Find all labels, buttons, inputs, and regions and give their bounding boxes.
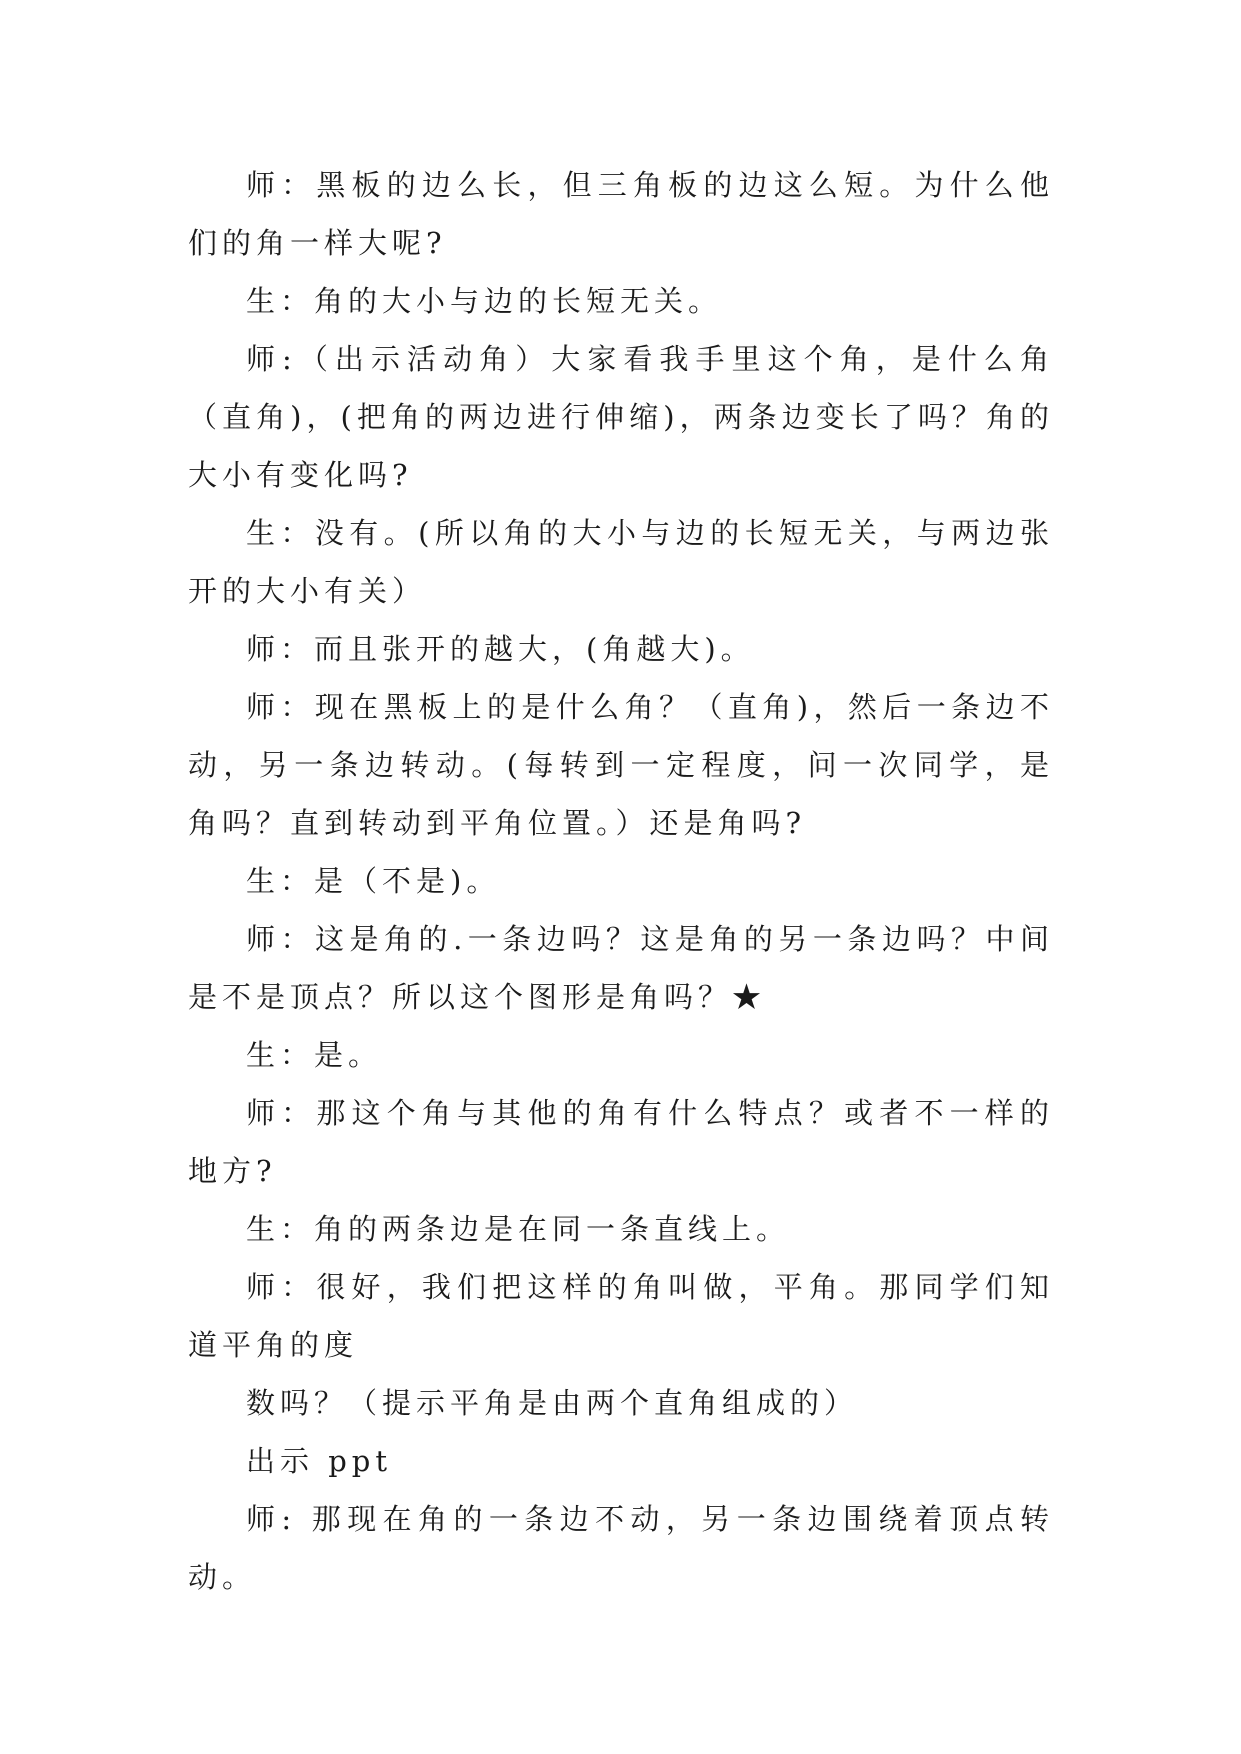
paragraph: 师：现在黑板上的是什么角？（直角)，然后一条边不动，另一条边转动。(每转到一定程度，问一次同学，是角吗？直到转动到平角位置。）还是角吗? [188, 690, 1054, 840]
paragraph: 师：而且张开的越大，(角越大)。 [246, 632, 755, 666]
document-body [188, 156, 1054, 1606]
paragraph: 师:（出示活动角）大家看我手里这个角，是什么角（直角)，(把角的两边进行伸缩)，两条边变长了吗？角的大小有变化吗? [188, 342, 1054, 492]
paragraph: 师：很好，我们把这样的角叫做，平角。那同学们知道平角的度 [188, 1270, 1054, 1362]
paragraph: 师：黑板的边么长，但三角板的边这么短。为什么他们的角一样大呢? [188, 168, 1054, 260]
paragraph: 生：是。 [246, 1038, 383, 1072]
paragraph: 师：那这个角与其他的角有什么特点？或者不一样的地方? [188, 1096, 1054, 1188]
paragraph: 数吗？（提示平角是由两个直角组成的） [246, 1386, 859, 1420]
paragraph: 生：角的大小与边的长短无关。 [246, 284, 723, 318]
paragraph: 生：角的两条边是在同一条直线上。 [246, 1212, 791, 1246]
paragraph: 生：没有。(所以角的大小与边的长短无关，与两边张开的大小有关） [188, 516, 1054, 608]
paragraph: 师: 那现在角的一条边不动，另一条边围绕着顶点转动。 [188, 1502, 1054, 1594]
paragraph: 生：是（不是)。 [246, 864, 501, 898]
paragraph: 师：这是角的.一条边吗？这是角的另一条边吗？中间是不是顶点？所以这个图形是角吗？★ [188, 922, 1054, 1014]
paragraph: 出示 ppt [246, 1444, 393, 1478]
